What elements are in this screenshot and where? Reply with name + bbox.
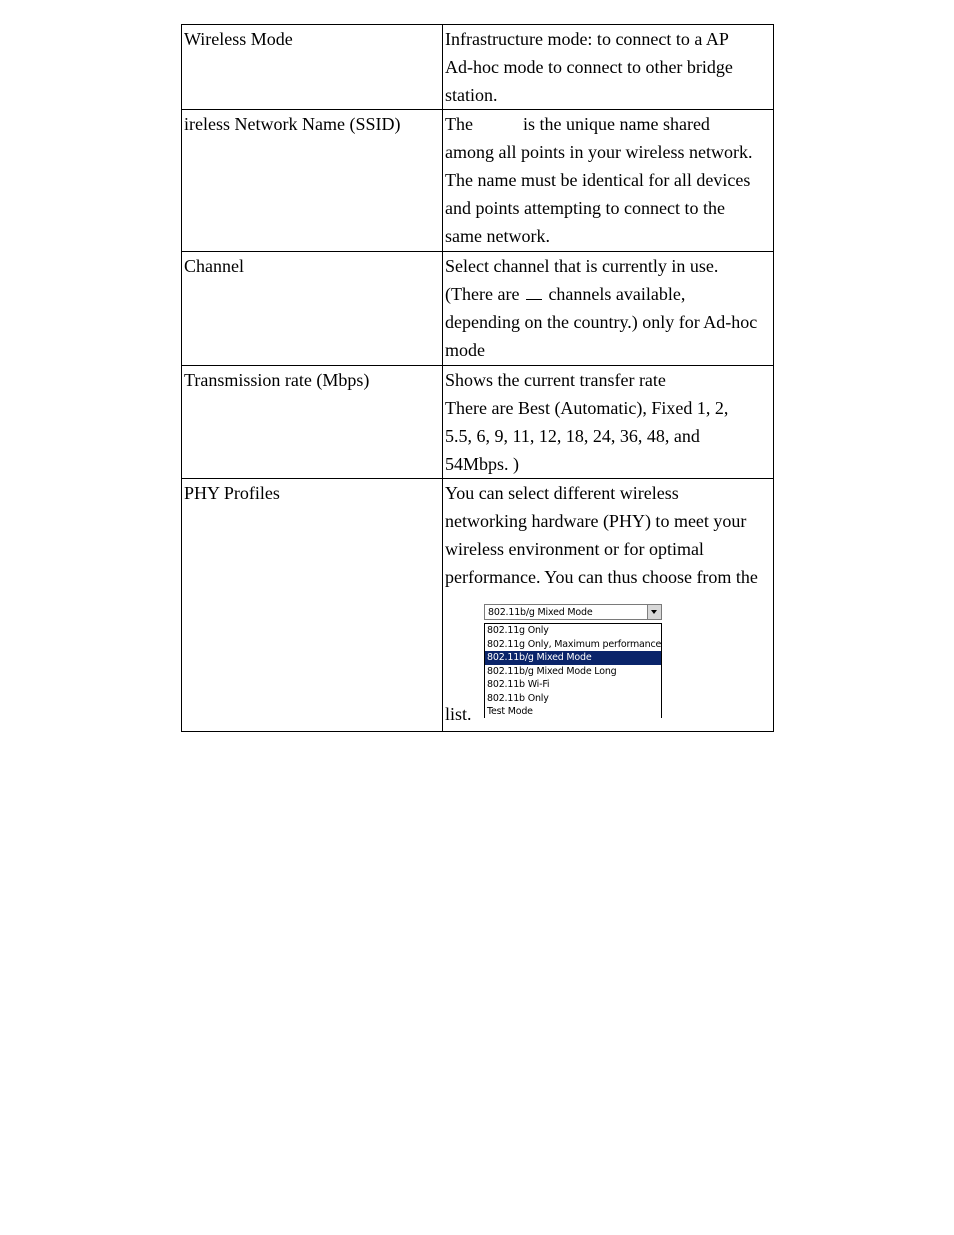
desc-fragment: The	[445, 114, 473, 134]
desc-line: Infrastructure mode: to connect to a AP	[445, 29, 729, 49]
desc-line: among all points in your wireless network.	[445, 142, 753, 162]
row-label	[182, 25, 443, 110]
table-row-wireless-mode	[182, 25, 774, 110]
table-row-phy-profiles	[182, 479, 774, 732]
desc-line: Select channel that is currently in use.	[445, 256, 719, 276]
row-description	[443, 25, 774, 110]
desc-line: You can select different wireless	[445, 483, 679, 503]
label-text: ireless Network Name (SSID)	[184, 114, 401, 134]
desc-line: wireless environment or for optimal	[445, 539, 704, 559]
desc-line: There are Best (Automatic), Fixed 1, 2,	[445, 398, 729, 418]
desc-line: 54Mbps. )	[445, 454, 520, 474]
row-label	[182, 110, 443, 252]
desc-line: The name must be identical for all devices	[445, 170, 751, 190]
dropdown-option[interactable]: 802.11g Only	[487, 625, 549, 636]
row-label	[182, 479, 443, 732]
dropdown-option[interactable]: 802.11b/g Mixed Mode Long	[487, 665, 617, 677]
desc-line: same network.	[445, 226, 550, 246]
chevron-down-icon[interactable]	[647, 605, 661, 619]
label-text: Channel	[184, 256, 244, 276]
dropdown-option-highlighted[interactable]: 802.11b/g Mixed Mode	[485, 651, 661, 665]
desc-line: list.	[445, 704, 472, 724]
row-description	[443, 252, 774, 366]
row-description	[443, 479, 774, 732]
label-text: Wireless Mode	[184, 29, 293, 49]
table-row-transmission-rate	[182, 366, 774, 479]
table-row-channel	[182, 252, 774, 366]
desc-fragment: is the unique name shared	[522, 114, 710, 134]
desc-line: depending on the country.) only for Ad-hoc	[445, 312, 758, 332]
desc-fragment: (There are	[445, 284, 520, 304]
table-row-ssid	[182, 110, 774, 252]
settings-table	[181, 24, 774, 732]
label-text: Transmission rate (Mbps)	[184, 370, 370, 390]
desc-line: and points attempting to connect to the	[445, 198, 725, 218]
dropdown-options-list[interactable]	[484, 623, 662, 718]
row-label	[182, 366, 443, 479]
desc-line: performance. You can thus choose from the	[445, 567, 758, 587]
desc-line	[445, 110, 771, 138]
dropdown-option[interactable]: 802.11b Only	[487, 692, 549, 704]
blank-underline	[526, 281, 542, 300]
dropdown-option[interactable]: 802.11b Wi-Fi	[487, 679, 550, 690]
row-description	[443, 110, 774, 252]
phy-profile-dropdown[interactable]	[484, 604, 662, 718]
row-description	[443, 366, 774, 479]
phy-description	[445, 479, 771, 731]
label-text: PHY Profiles	[184, 483, 280, 503]
dropdown-option[interactable]: 802.11g Only, Maximum performance	[487, 638, 662, 650]
dropdown-selected-box[interactable]	[484, 604, 662, 620]
desc-line: networking hardware (PHY) to meet your	[445, 511, 747, 531]
desc-line: station.	[445, 85, 498, 105]
dropdown-option[interactable]: Test Mode	[487, 706, 533, 717]
row-label	[182, 252, 443, 366]
desc-line	[445, 280, 771, 308]
desc-line: mode	[445, 340, 485, 360]
desc-line: 5.5, 6, 9, 11, 12, 18, 24, 36, 48, and	[445, 426, 700, 446]
desc-line: Shows the current transfer rate	[445, 370, 666, 390]
desc-fragment: channels available,	[548, 284, 686, 304]
dropdown-selected-value: 802.11b/g Mixed Mode	[488, 607, 593, 618]
desc-line: Ad-hoc mode to connect to other bridge	[445, 57, 733, 77]
